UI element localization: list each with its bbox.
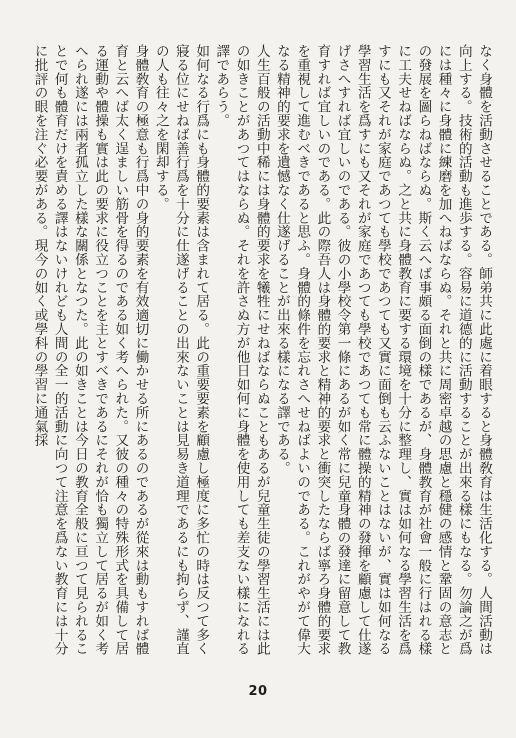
paragraph: 人生百般の活動中稀には身體的要求を犧牲にせねばならぬこともあるが兒童生徒の學習生活には此の如きことがあつてはならぬ。それを許さぬ方が他日如何に身體を使用しても差支ない樣になれる譯であらう。 [213, 44, 270, 656]
paragraph: 如何なる行爲にも身體的要素は含まれて居る。此の重要要素を顧慮し極度に多忙の時は反つて多く寢る位にせねば善行爲を十分に仕遂げることの出來ないことは見易き道理であるにも拘らず、謹直の人も往々之を閑却する。 [152, 44, 210, 656]
paragraph: なく身體を活動させることである。師弟共に此處に着眼すると身體敎育は生活化する。人間活動は向上する。技術的活動も進歩する。容易に道德的に活動することが出來る樣にもなる。勿論之が爲には種々に身體に練磨を加へねばならぬ。それと共に周密卓越の思慮と穩健の感情と鞏固の意志との發展を圖らねばならぬ。斯く云へば事頗る面倒の樣であるが、身體教育が社會一般に行はれる樣に工夫せねばならぬ。之と共に身體教育に要する環境を十分に整理し、實は如何なる學習生活を爲すにも又それが家庭であつても學校であつても又實に面倒も云ふないことはないが、實は如何なる學習生活を爲すにも又それが家庭であつても學校であつても常に體操的精神の發揮を顧慮して仕遂げさへすれば宜しいのである。彼の小學校令第一條にあるが如く常に兒童身體の發達に留意して教育すれば宜しいのである。此の際吾人は身體的要求と精神的要求と衝突したならば寧ろ身體的要求を重視して進むべきであると思ふ。身體的條件を忘れさへせねばよいのである。これがやがて偉大なる精神的要求を遺憾なく仕遂げることが出來る樣になる譯である。 [273, 44, 492, 656]
vertical-text-body [18, 44, 494, 666]
page-number: 20 [248, 684, 268, 699]
paragraph: 身體敎育の極意も行爲中の身的要素を有效適切に働かせる所にあるのであるが從來は動もすれば體育と云へば太く逞ましい筋骨を得るのである如く考へられた。又彼の種々の特殊形式を具備して居る運動や體操も實は此の要求に役立つことを主とすべきであるにそれが恰も獨立して居るが如く考へられ遂には兩者孤立した樣な關係となつた。此の如きことは今日の教育全般に亘つて見られることで何も體育だけを責める譯はないけれども人間の全一的活動に向つて注意を爲ない教育には十分に批評の眼を注ぐ必要がある。現今の如く或學科の學習に通氣採 [31, 44, 149, 656]
